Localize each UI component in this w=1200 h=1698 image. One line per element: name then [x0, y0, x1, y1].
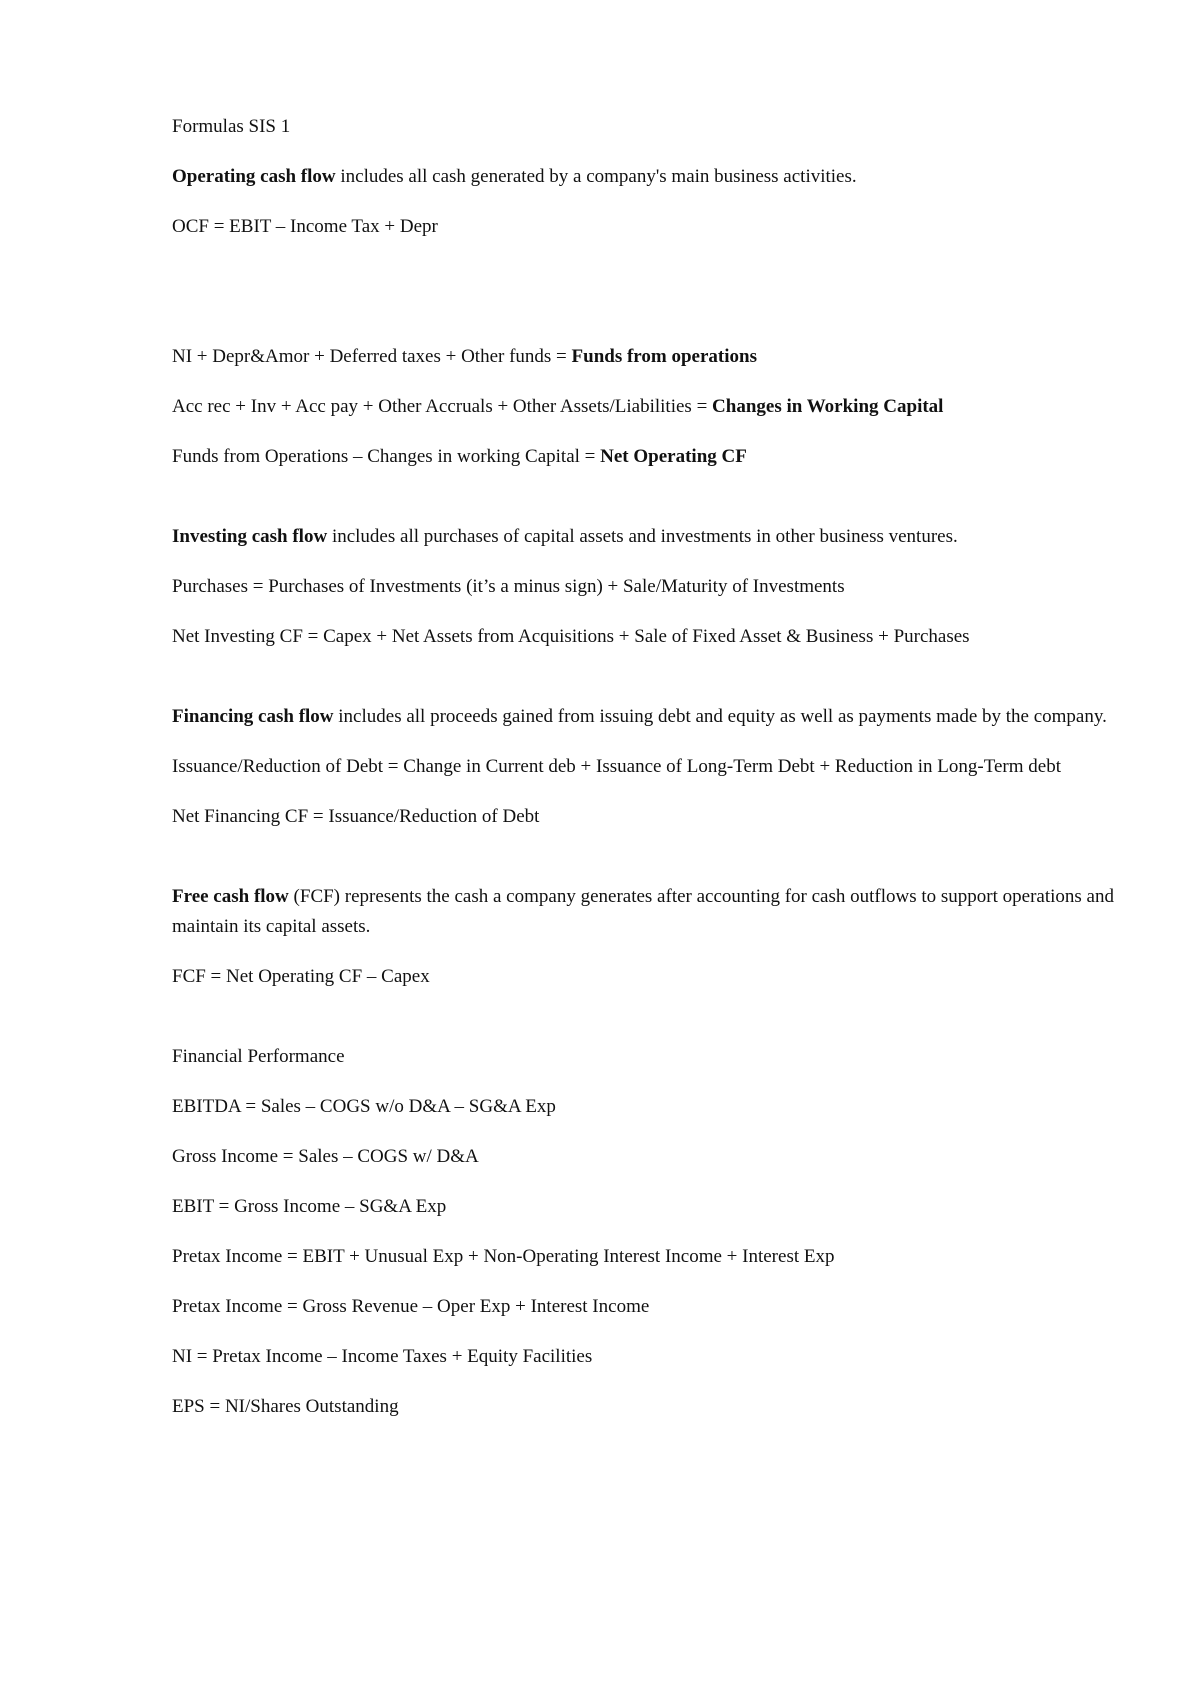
financial-performance-heading: Financial Performance	[172, 1046, 345, 1067]
performance-formula: Pretax Income = Gross Revenue – Oper Exp + Interest Income	[172, 1296, 650, 1317]
net-financing-cf-formula: Net Financing CF = Issuance/Reduction of Debt	[172, 806, 540, 827]
net-operating-cf-result: Net Operating CF	[600, 446, 747, 467]
investing-definition	[172, 522, 1132, 552]
performance-formula: EBIT = Gross Income – SG&A Exp	[172, 1196, 447, 1217]
document-title: Formulas SIS 1	[172, 116, 291, 137]
changes-working-capital-result: Changes in Working Capital	[712, 396, 944, 417]
funds-from-operations-formula	[172, 342, 1132, 372]
document-body	[172, 112, 1132, 1442]
performance-formula: EBITDA = Sales – COGS w/o D&A – SG&A Exp	[172, 1096, 556, 1117]
fcf-term: Free cash flow	[172, 886, 289, 907]
debt-formula: Issuance/Reduction of Debt = Change in Current deb + Issuance of Long-Term Debt + Reduction in Long-Term debt	[172, 756, 1062, 777]
performance-formula: NI = Pretax Income – Income Taxes + Equity Facilities	[172, 1346, 593, 1367]
financing-term: Financing cash flow	[172, 706, 334, 727]
performance-formula: Gross Income = Sales – COGS w/ D&A	[172, 1146, 479, 1167]
ocf-definition	[172, 162, 1132, 192]
net-operating-cf-formula	[172, 442, 1132, 472]
fcf-definition-text: (FCF) represents the cash a company generates after accounting for cash outflows to support operations and maintain its capital assets.	[172, 886, 1114, 937]
fcf-formula: FCF = Net Operating CF – Capex	[172, 966, 430, 987]
ocf-definition-text: includes all cash generated by a company's main business activities.	[335, 166, 857, 187]
ocf-term: Operating cash flow	[172, 166, 336, 187]
net-operating-cf-text: Funds from Operations – Changes in working Capital =	[172, 446, 601, 467]
funds-from-operations-result: Funds from operations	[571, 346, 757, 367]
financing-definition-text: includes all proceeds gained from issuing debt and equity as well as payments made by the company.	[333, 706, 1107, 727]
ocf-formula: OCF = EBIT – Income Tax + Depr	[172, 216, 438, 237]
fcf-definition	[172, 882, 1132, 942]
purchases-formula: Purchases = Purchases of Investments (it’s a minus sign) + Sale/Maturity of Investments	[172, 576, 845, 597]
net-investing-cf-formula: Net Investing CF = Capex + Net Assets from Acquisitions + Sale of Fixed Asset & Business + Purchases	[172, 626, 970, 647]
changes-working-capital-text: Acc rec + Inv + Acc pay + Other Accruals + Other Assets/Liabilities =	[172, 396, 713, 417]
financing-definition	[172, 702, 1132, 732]
performance-formula: Pretax Income = EBIT + Unusual Exp + Non-Operating Interest Income + Interest Exp	[172, 1246, 835, 1267]
performance-formula: EPS = NI/Shares Outstanding	[172, 1396, 399, 1417]
investing-definition-text: includes all purchases of capital assets and investments in other business ventures.	[327, 526, 958, 547]
changes-working-capital-formula	[172, 392, 1132, 422]
investing-term: Investing cash flow	[172, 526, 328, 547]
funds-from-operations-text: NI + Depr&Amor + Deferred taxes + Other funds =	[172, 346, 572, 367]
